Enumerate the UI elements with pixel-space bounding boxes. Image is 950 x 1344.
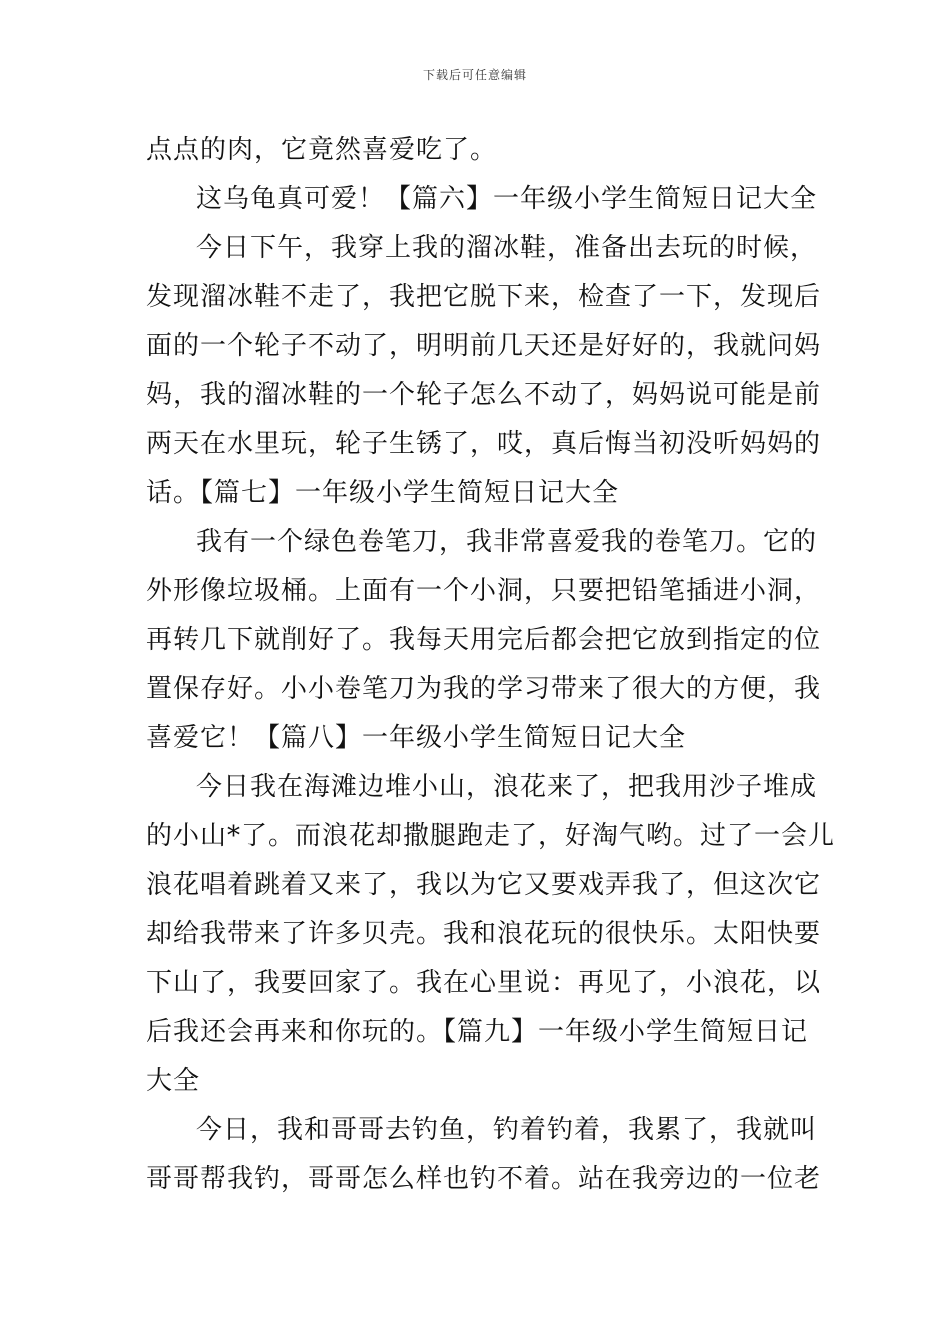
text-line: 点点的肉，它竟然喜爱吃了。	[146, 135, 498, 165]
text-line: 的小山*了。而浪花却撒腿跑走了，好淘气哟。过了一会儿	[146, 821, 836, 851]
text-line: 两天在水里玩，轮子生锈了，哎，真后悔当初没听妈妈的	[146, 429, 822, 459]
text-line: 哥哥帮我钓，哥哥怎么样也钓不着。站在我旁边的一位老	[146, 1164, 822, 1194]
text-line: 浪花唱着跳着又来了，我以为它又要戏弄我了，但这次它	[146, 870, 822, 900]
text-line: 发现溜冰鞋不走了，我把它脱下来，检查了一下，发现后	[146, 282, 822, 312]
text-line: 今日，我和哥哥去钓鱼，钓着钓着，我累了，我就叫	[196, 1115, 818, 1145]
page-header: 下载后可任意编辑	[422, 68, 527, 82]
text-line: 再转几下就削好了。我每天用完后都会把它放到指定的位	[146, 625, 822, 655]
text-line: 话。【篇七】一年级小学生简短日记大全	[146, 478, 620, 508]
text-line: 后我还会再来和你玩的。【篇九】一年级小学生简短日记	[146, 1017, 809, 1047]
text-line: 妈，我的溜冰鞋的一个轮子怎么不动了，妈妈说可能是前	[146, 380, 822, 410]
text-line: 却给我带来了许多贝壳。我和浪花玩的很快乐。太阳快要	[146, 919, 822, 949]
text-line: 今日我在海滩边堆小山，浪花来了，把我用沙子堆成	[196, 772, 818, 802]
text-line: 我有一个绿色卷笔刀，我非常喜爱我的卷笔刀。它的	[196, 527, 818, 557]
text-line: 这乌龟真可爱！【篇六】一年级小学生简短日记大全	[196, 184, 818, 214]
text-line: 喜爱它！【篇八】一年级小学生简短日记大全	[146, 723, 687, 753]
text-line: 外形像垃圾桶。上面有一个小洞，只要把铅笔插进小洞，	[146, 576, 822, 606]
document-body	[146, 126, 836, 1204]
text-line: 今日下午，我穿上我的溜冰鞋，准备出去玩的时候，	[196, 233, 818, 263]
text-line: 面的一个轮子不动了，明明前几天还是好好的，我就问妈	[146, 331, 822, 361]
text-line: 置保存好。小小卷笔刀为我的学习带来了很大的方便，我	[146, 674, 822, 704]
text-line: 大全	[146, 1066, 201, 1096]
text-line: 下山了，我要回家了。我在心里说：再见了，小浪花，以	[146, 968, 822, 998]
